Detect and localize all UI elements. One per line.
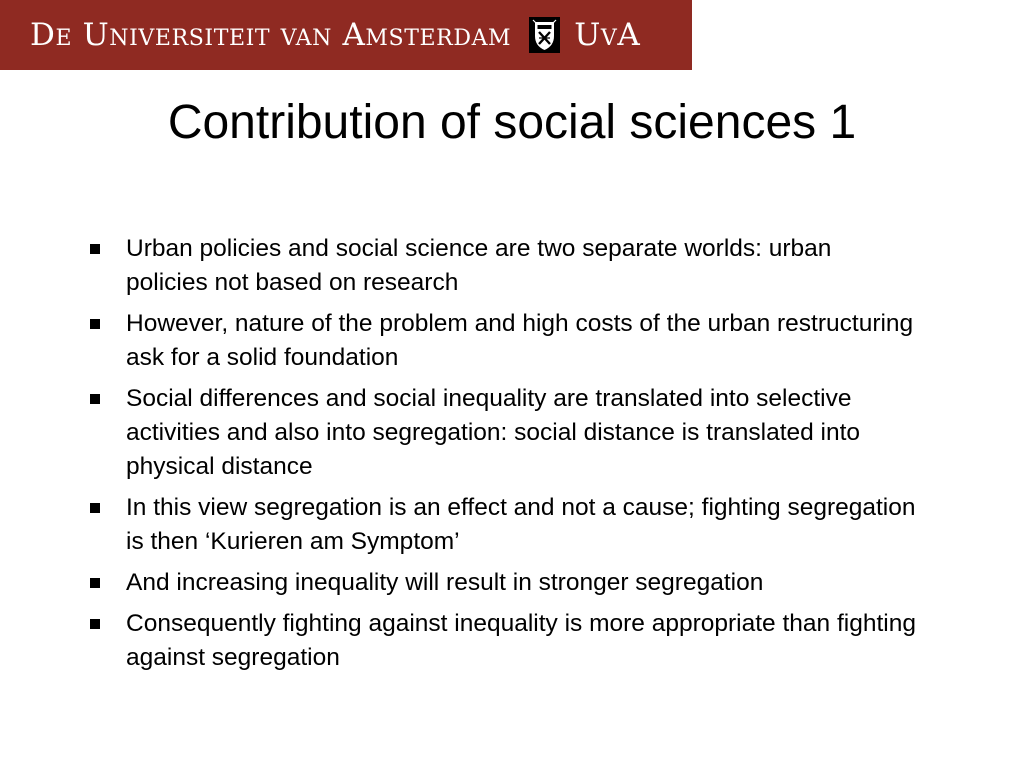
bullet-text: However, nature of the problem and high costs of the urban restructuring ask for a solid foundation <box>126 310 914 371</box>
university-name: De Universiteit van Amsterdam <box>30 16 512 53</box>
square-bullet-icon <box>90 244 100 254</box>
university-banner <box>0 0 692 70</box>
bullet-item <box>88 566 918 600</box>
university-abbreviation: UvA <box>574 16 641 53</box>
square-bullet-icon <box>90 394 100 404</box>
bullet-item <box>88 607 918 675</box>
bullet-text: Urban policies and social science are two separate worlds: urban policies not based on research <box>126 235 832 296</box>
square-bullet-icon <box>90 503 100 513</box>
bullet-item <box>88 232 918 300</box>
bullet-text: Social differences and social inequality are translated into selective activities and also into segregation: social distance is translated into physical distance <box>126 385 861 480</box>
square-bullet-icon <box>90 319 100 329</box>
bullet-item <box>88 491 918 559</box>
bullet-text: In this view segregation is an effect and not a cause; fighting segregation is then ‘Kurieren am Symptom’ <box>126 494 916 555</box>
bullet-item <box>88 382 918 484</box>
square-bullet-icon <box>90 578 100 588</box>
slide-title: Contribution of social sciences 1 <box>167 96 857 149</box>
bullet-text: And increasing inequality will result in stronger segregation <box>126 569 764 596</box>
uva-crest-icon <box>529 17 560 53</box>
bullet-item <box>88 307 918 375</box>
bullet-list <box>88 232 918 682</box>
square-bullet-icon <box>90 619 100 629</box>
bullet-text: Consequently fighting against inequality is more appropriate than fighting against segregation <box>126 610 916 671</box>
